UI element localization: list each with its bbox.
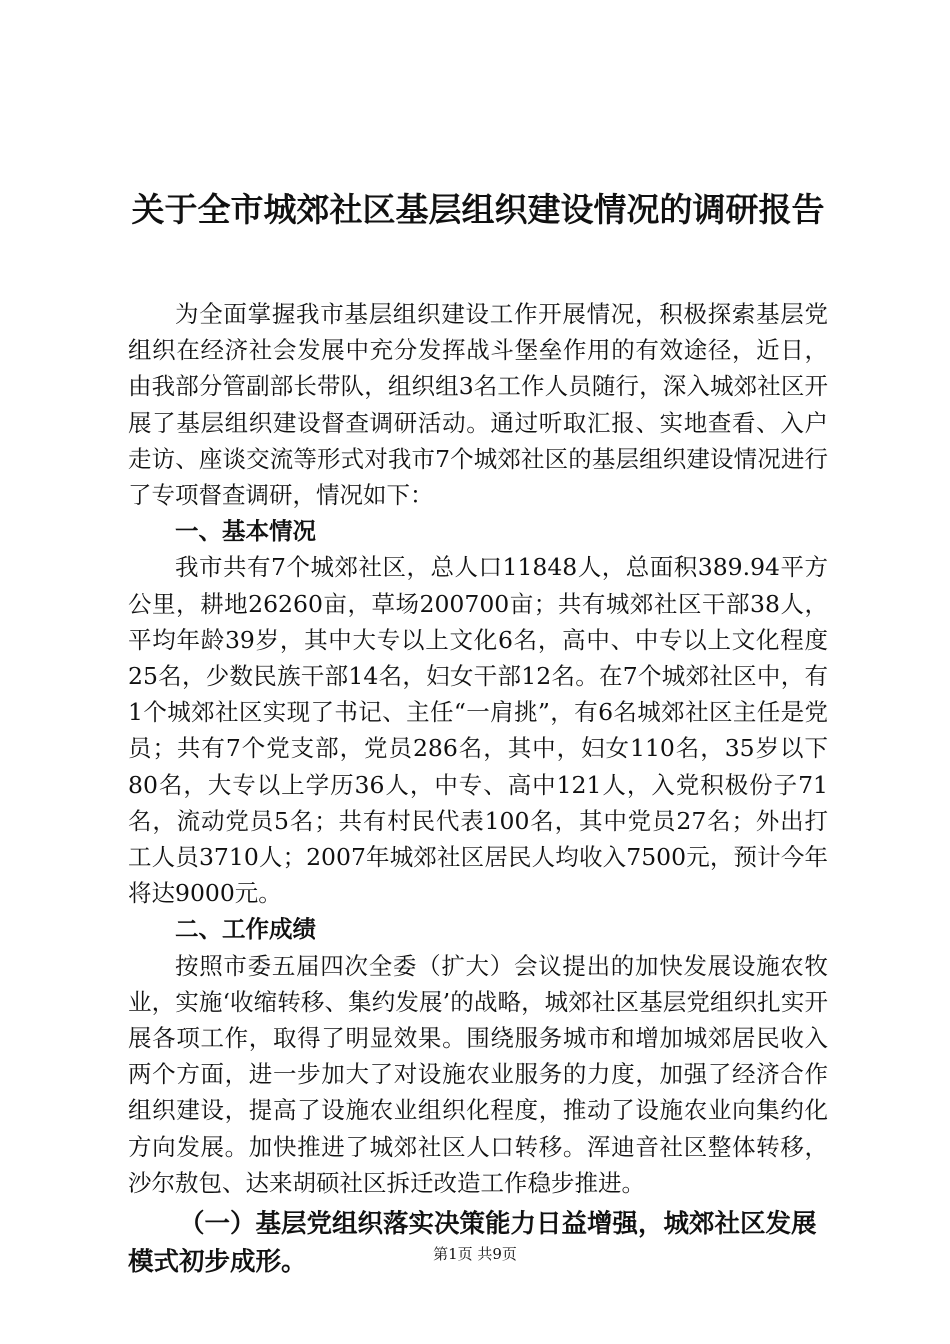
subsection-heading-1: （一）基层党组织落实决策能力日益增强，城郊社区发展模式初步成形。 bbox=[128, 1209, 817, 1278]
section-heading-achievements: 二、工作成绩 bbox=[175, 915, 316, 944]
document-body bbox=[128, 296, 828, 1281]
achievements-paragraph: 按照市委五届四次全委（扩大）会议提出的加快发展设施农牧业，实施‘收缩转移、集约发展’的战略，城郊社区基层党组织扎实开展各项工作，取得了明显效果。围绕服务城市和增加城郊居民收入两个方面，进一步加大了对设施农业服务的力度，加强了经济合作组织建设，提高了设施农业组织化程度，推动了设施农业向集约化方向发展。加快推进了城郊社区人口转移。浑迪音社区整体转移，沙尔敖包、达来胡硕社区拆迁改造工作稳步推进。 bbox=[128, 951, 828, 1197]
page-footer: 第1页 共9页 bbox=[433, 1245, 517, 1263]
basic-info-paragraph: 我市共有7个城郊社区，总人口11848人，总面积389.94平方公里，耕地26260亩，草场200700亩；共有城郊社区干部38人，平均年龄39岁，其中大专以上文化6名，高中、中专以上文化程度25名，少数民族干部14名，妇女干部12名。在7个城郊社区中，有1个城郊社区实现了书记、主任“一肩挑”，有6名城郊社区主任是党员；共有7个党支部，党员286名，其中，妇女110名，35岁以下80名，大专以上学历36人，中专、高中121人，入党积极份子71名，流动党员5名；共有村民代表100名，其中党员27名；外出打工人员3710人；2007年城郊社区居民人均收入7500元，预计今年将达9000元。 bbox=[128, 553, 828, 908]
section-heading-basic-info: 一、基本情况 bbox=[175, 517, 316, 546]
document-title: 关于全市城郊社区基层组织建设情况的调研报告 bbox=[131, 190, 825, 229]
intro-paragraph: 为全面掌握我市基层组织建设工作开展情况，积极探索基层党组织在经济社会发展中充分发挥战斗堡垒作用的有效途径，近日，由我部分管副部长带队，组织组3名工作人员随行，深入城郊社区开展了基层组织建设督查调研活动。通过听取汇报、实地查看、入户走访、座谈交流等形式对我市7个城郊社区的基层组织建设情况进行了专项督查调研，情况如下： bbox=[128, 300, 828, 510]
